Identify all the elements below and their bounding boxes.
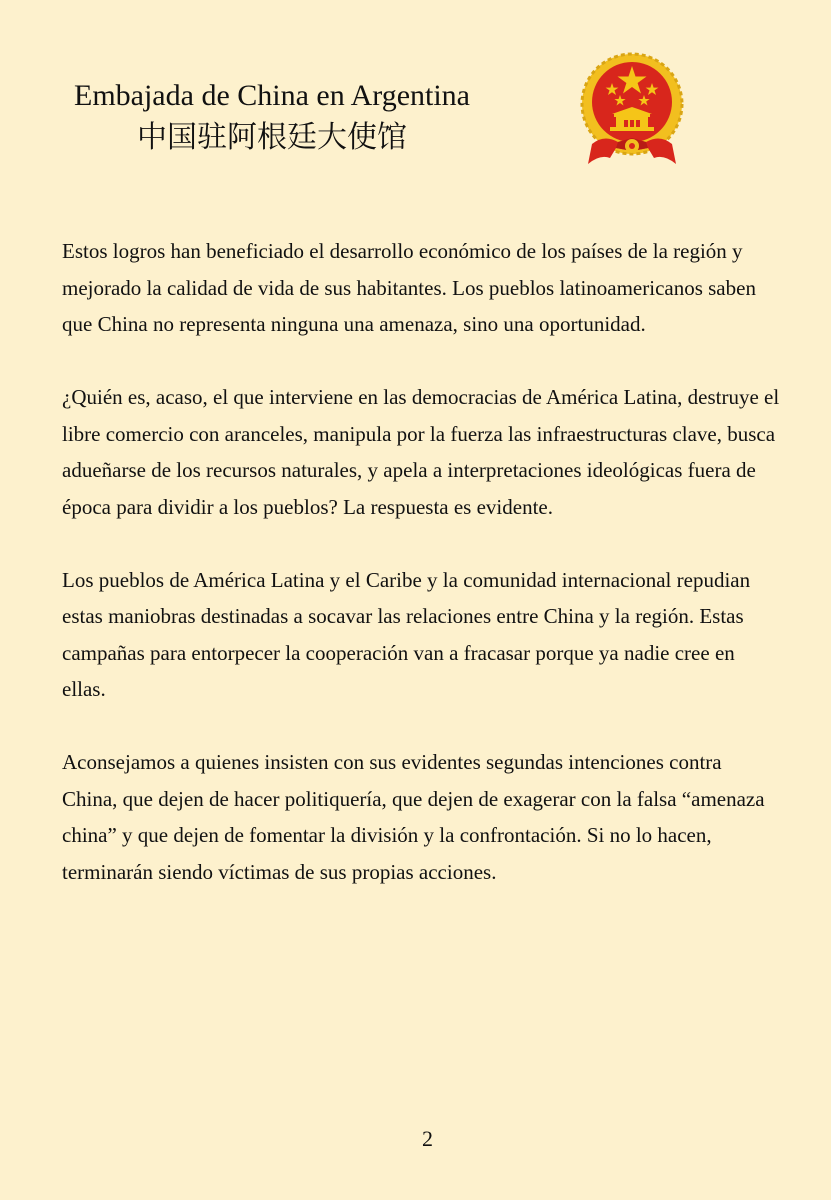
letterhead bbox=[0, 0, 831, 190]
paragraph: ¿Quién es, acaso, el que interviene en las democracias de América Latina, destruye el libre comercio con aranceles, manipula por la fuerza las infraestructuras clave, busca adueñarse de los recursos naturales, y apela a interpretaciones ideológicas fuera de época para dividir a los pueblos? La respuesta es evidente. bbox=[62, 385, 780, 519]
paragraph: Los pueblos de América Latina y el Caribe y la comunidad internacional repudian estas maniobras destinadas a socavar las relaciones entre China y la región. Estas campañas para entorpecer la cooperación van a fracasar porque ya nadie cree en ellas. bbox=[62, 567, 751, 701]
paragraph: Aconsejamos a quienes insisten con sus evidentes segundas intenciones contra China, que dejen de hacer politiquería, que dejen de exagerar con la falsa “amenaza china” y que dejen de fomentar la división y la confrontación. Si no lo hacen, terminarán siendo víctimas de sus propias acciones. bbox=[62, 750, 765, 884]
embassy-name-spanish: Embajada de China en Argentina bbox=[74, 79, 470, 112]
national-emblem-icon bbox=[574, 52, 690, 170]
paragraph: Estos logros han beneficiado el desarrollo económico de los países de la región y mejorado la calidad de vida de sus habitantes. Los pueblos latinoamericanos saben que China no representa ninguna una amenaza, sino una oportunidad. bbox=[62, 239, 756, 336]
letter-body bbox=[62, 233, 782, 927]
embassy-name-chinese: 中国驻阿根廷大使馆 bbox=[137, 120, 407, 155]
page-number: 2 bbox=[422, 1126, 433, 1151]
